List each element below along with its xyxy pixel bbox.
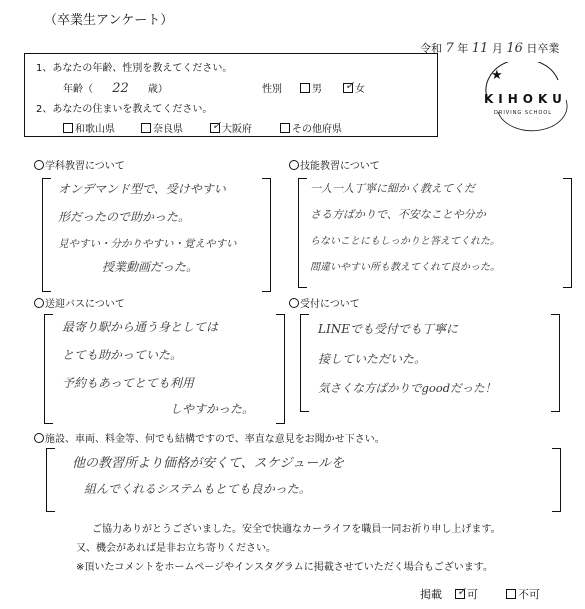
date-year-label: 年	[457, 42, 469, 55]
publish-no-checkbox[interactable]	[506, 589, 516, 599]
comment-line: 予約もあってとても利用	[62, 376, 194, 390]
general-bracket-left	[46, 448, 55, 512]
residence-other[interactable]	[280, 120, 342, 135]
osaka-label: 大阪府	[222, 124, 252, 135]
comment-line: 接していただいた。	[318, 352, 427, 366]
checkmark-icon: ✓	[457, 585, 467, 598]
circle-bullet-icon	[34, 160, 44, 170]
other-checkbox[interactable]	[280, 123, 290, 133]
reception-bracket-right	[551, 314, 560, 412]
school-logo	[478, 62, 573, 132]
bus-title: 送迎バスについて	[45, 299, 125, 310]
publish-option-yes[interactable]	[455, 586, 478, 602]
logo-subtitle: DRIVING SCHOOL	[494, 110, 552, 116]
wakayama-label: 和歌山県	[75, 124, 115, 135]
bus-heading	[34, 295, 125, 310]
reception-title: 受付について	[300, 299, 360, 310]
publish-yes-checkbox[interactable]	[455, 585, 467, 599]
checkmark-icon: ✓	[212, 119, 222, 132]
age-value: 22	[112, 81, 129, 96]
osaka-checkbox[interactable]	[210, 119, 222, 133]
nara-checkbox[interactable]	[141, 123, 151, 133]
circle-bullet-icon	[34, 298, 44, 308]
technical-bracket-left	[298, 178, 307, 288]
academic-heading	[34, 157, 125, 172]
academic-bracket-left	[42, 178, 51, 292]
footer-notice: ※頂いたコメントをホームページやインスタグラムに掲載させていただく場合もございます。	[76, 562, 493, 573]
date-era: 令和	[420, 42, 442, 55]
female-label: 女	[355, 84, 365, 95]
comment-line: LINEでも受付でも丁寧に	[318, 322, 458, 336]
academic-comment	[58, 180, 263, 275]
comment-line: 最寄り駅から通う身としては	[62, 320, 219, 334]
date-year: 7	[445, 41, 454, 56]
circle-bullet-icon	[289, 160, 299, 170]
comment-line: 気さくな方ばかりでgoodだった！	[318, 381, 497, 395]
male-checkbox[interactable]	[300, 83, 310, 93]
residence-nara[interactable]	[141, 120, 183, 135]
comment-line: さる方ばかりで、不安なことや分か	[310, 208, 486, 221]
academic-title: 学科教習について	[45, 161, 125, 172]
logo-name: KIHOKU	[484, 92, 567, 106]
sex-label: 性別	[262, 84, 282, 95]
age-row	[63, 80, 168, 96]
bus-bracket-right	[276, 314, 285, 424]
comment-line: 授業動画だった。	[102, 260, 199, 274]
wakayama-checkbox[interactable]	[63, 123, 73, 133]
academic-bracket-right	[262, 178, 271, 292]
age-unit: 歳）	[147, 84, 168, 95]
comment-line: しやすかった。	[170, 402, 255, 416]
sex-option-male[interactable]	[300, 80, 322, 95]
circle-bullet-icon	[34, 433, 44, 443]
age-label: 年齢（	[63, 84, 93, 95]
general-title: 施設、車両、料金等、何でも結構ですので、率直な意見をお聞かせ下さい。	[45, 434, 385, 445]
checkmark-icon: ✓	[345, 79, 355, 92]
reception-comment	[318, 320, 548, 396]
other-label: その他府県	[292, 124, 342, 135]
female-checkbox[interactable]	[343, 79, 355, 93]
technical-heading	[289, 157, 380, 172]
general-heading	[34, 430, 385, 445]
publish-option-no[interactable]	[506, 586, 540, 602]
comment-line: 見やすい・分かりやすい・覚えやすい	[58, 238, 237, 250]
comment-line: らないことにもしっかりと答えてくれた。	[310, 236, 500, 247]
technical-bracket-right	[563, 178, 572, 288]
general-bracket-right	[552, 448, 561, 512]
footer-thanks: ご協力ありがとうございました。安全で快適なカーライフを職員一同お祈り申し上げます。	[92, 524, 501, 535]
comment-line: 形だったので助かった。	[58, 210, 191, 224]
circle-bullet-icon	[289, 298, 299, 308]
publish-yes-label: 可	[467, 588, 478, 601]
publish-no-label: 不可	[518, 588, 540, 601]
survey-title: （卒業生アンケート）	[44, 13, 174, 28]
date-month-label: 月	[491, 42, 503, 55]
reception-heading	[289, 295, 360, 310]
comment-line: 組んでくれるシステムもとても良かった。	[84, 482, 311, 496]
bus-comment	[62, 318, 272, 417]
general-comment	[72, 452, 542, 497]
comment-line: 間違いやすい所も教えてくれて良かった。	[310, 262, 500, 273]
graduation-date	[420, 40, 559, 56]
footer-visit: 又、機会があれば是非お立ち寄りください。	[76, 543, 276, 554]
comment-line: 他の教習所より価格が安くて、スケジュールを	[72, 456, 344, 471]
publish-label: 掲載	[420, 588, 442, 601]
comment-line: 一人一人丁寧に細かく教えてくだ	[310, 182, 475, 195]
star-icon: ★	[491, 68, 503, 83]
bus-bracket-left	[44, 314, 53, 424]
residence-wakayama[interactable]	[63, 120, 115, 135]
technical-comment	[310, 180, 562, 273]
date-month: 11	[471, 41, 489, 56]
technical-title: 技能教習について	[300, 161, 380, 172]
comment-line: オンデマンド型で、受けやすい	[58, 182, 226, 196]
residence-osaka[interactable]	[210, 120, 252, 135]
date-day-label: 日卒業	[526, 42, 560, 55]
question-residence: 2、あなたの住まいを教えてください。	[36, 104, 213, 115]
date-day: 16	[506, 41, 523, 56]
nara-label: 奈良県	[153, 124, 183, 135]
sex-option-female[interactable]	[343, 80, 365, 95]
comment-line: とても助かっていた。	[62, 348, 183, 362]
male-label: 男	[312, 84, 322, 95]
reception-bracket-left	[300, 314, 309, 412]
question-age-sex: 1、あなたの年齢、性別を教えてください。	[36, 63, 233, 74]
